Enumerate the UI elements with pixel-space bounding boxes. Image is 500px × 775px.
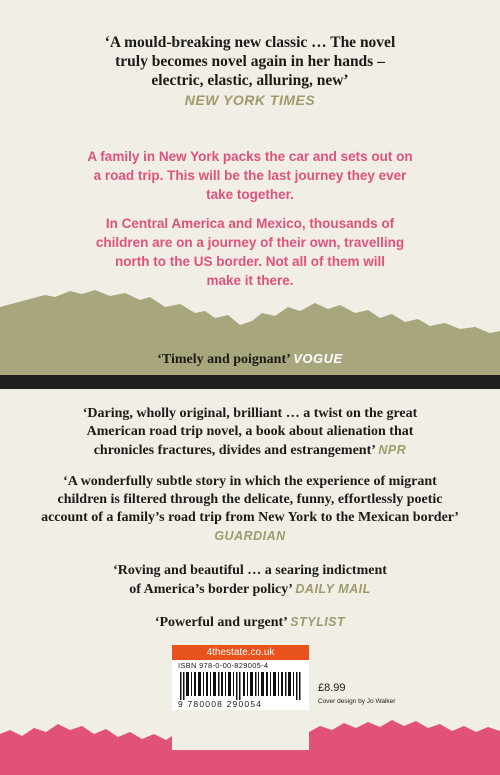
quote-line: of America’s border policy’ DAILY MAIL [129,582,371,597]
blurb-para1 [0,147,500,204]
blurb-para2 [0,214,500,290]
vogue-quote-credit: VOGUE [293,351,343,366]
blurb-line: north to the US border. Not all of them will [115,254,385,269]
top-quote-line: truly becomes novel again in her hands – [115,53,385,70]
barcode-digits: 9 780008 290054 [178,699,263,709]
pink-mountains [0,712,500,775]
blurb-line: a road trip. This will be the last journey they ever [93,168,407,183]
price: £8.99 [318,682,346,694]
vogue-quote-text: ‘Timely and poignant’ [157,352,290,367]
isbn-label: ISBN 978-0-00-829005-4 [178,661,269,670]
top-quote-line: electric, elastic, alluring, new’ [151,72,349,89]
quote-credit: DAILY MAIL [295,582,371,596]
blurb [0,147,500,290]
barcode-bars [180,672,302,700]
quote-stylist [0,613,500,632]
quote-daily-mail [0,562,500,599]
quote-npr [0,405,500,460]
quote-guardian [0,473,500,545]
top-quote [0,33,500,110]
olive-mountains [0,285,500,385]
quote-line: ‘Powerful and urgent’ [154,615,287,630]
cover-credit: Cover design by Jo Walker [318,698,396,705]
top-quote-credit: NEW YORK TIMES [184,92,316,108]
quote-credit: STYLIST [290,615,346,629]
blurb-line: make it there. [206,273,294,288]
quote-line: ‘Roving and beautiful … a searing indictment [113,563,387,578]
quote-credit: GUARDIAN [214,529,286,543]
publisher-website: 4thestate.co.uk [172,645,309,660]
quote-line: children is filtered through the delicate, funny, effortlessly poetic [57,492,443,507]
quote-credit: NPR [378,443,407,457]
black-band [0,375,500,389]
quote-line: account of a family’s road trip from New York to the Mexican border’ [41,510,459,525]
blurb-line: take together. [206,187,294,202]
quote-line: ‘Daring, wholly original, brilliant … a twist on the great [82,406,418,421]
quote-line: American road trip novel, a book about alienation that [86,424,414,439]
top-quote-line: ‘A mould-breaking new classic … The novel [104,34,396,51]
blurb-line: A family in New York packs the car and sets out on [87,149,413,164]
vogue-quote [0,351,500,368]
quote-line: chronicles fractures, divides and estrangement’ NPR [93,443,407,458]
quote-line: ‘A wonderfully subtle story in which the experience of migrant [63,474,437,489]
blurb-line: children are on a journey of their own, travelling [95,235,405,250]
blurb-line: In Central America and Mexico, thousands of [105,216,395,231]
